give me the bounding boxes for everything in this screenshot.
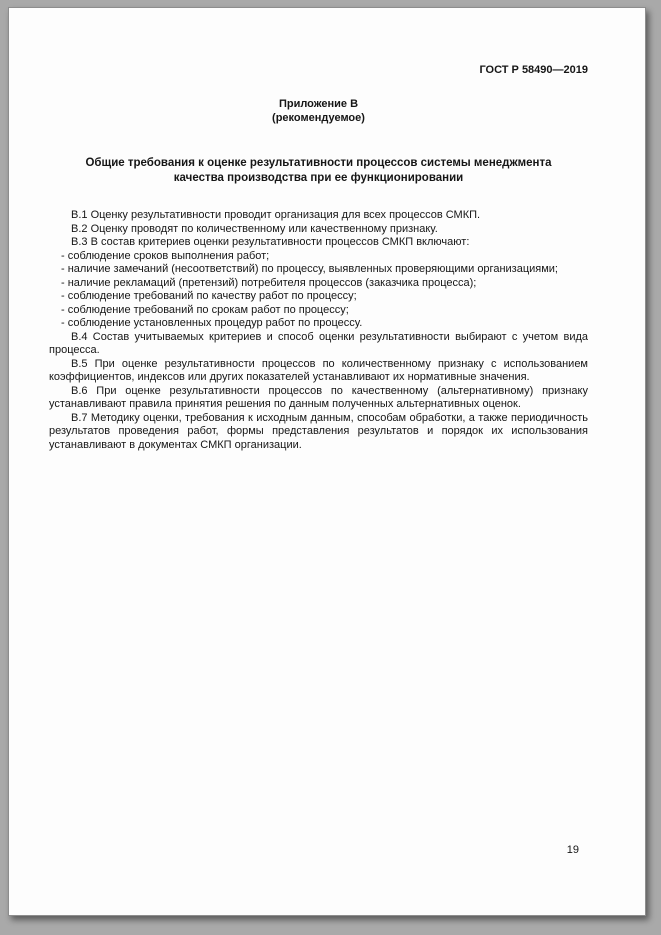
paragraph: В.5 При оценке результативности процессов по количественному признаку с использованием коэффициентов, индексов или других показателей устанавливают их нормативные значения. [49, 357, 588, 383]
paragraph: В.1 Оценку результативности проводит организация для всех процессов СМКП. [71, 209, 481, 221]
paragraph: В.2 Оценку проводят по количественному или качественному признаку. [71, 222, 438, 235]
list-item: - соблюдение требований по качеству работ по процессу; [61, 290, 357, 302]
list-item: - соблюдение сроков выполнения работ; [61, 249, 270, 262]
doc-number: ГОСТ Р 58490—2019 [479, 64, 588, 76]
document-body [49, 209, 588, 452]
list-item: - соблюдение требований по срокам работ по процессу; [61, 303, 349, 316]
paragraph: В.6 При оценке результативности процессов по качественному (альтернативному) признаку устанавливают правила принятия решения по данным полученных альтернативных оценок. [49, 384, 588, 410]
section-title: Общие требования к оценке результативности процессов системы менеджмента качества производства при ее функционировании [85, 157, 552, 184]
document-content [49, 8, 588, 452]
paragraph: В.4 Состав учитываемых критериев и способ оценки результативности выбирают с учетом вида процесса. [49, 330, 588, 356]
paragraph: В.3 В состав критериев оценки результативности процессов СМКП включают: [71, 236, 470, 248]
list-item: - наличие рекламаций (претензий) потребителя процессов (заказчика процесса); [61, 276, 477, 289]
document-page [8, 7, 646, 916]
paragraph: В.7 Методику оценки, требования к исходным данным, способам обработки, а также периодичность результатов проведения работ, формы представления результатов и порядок их использования устанавливают в документах СМКП организации. [49, 411, 588, 451]
appendix-title: Приложение В [278, 98, 359, 110]
appendix-subtitle: (рекомендуемое) [272, 112, 365, 124]
page-number: 19 [566, 844, 579, 856]
list-item: - соблюдение установленных процедур работ по процессу. [61, 317, 363, 329]
list-item: - наличие замечаний (несоответствий) по процессу, выявленных проверяющими организациями; [61, 263, 558, 275]
